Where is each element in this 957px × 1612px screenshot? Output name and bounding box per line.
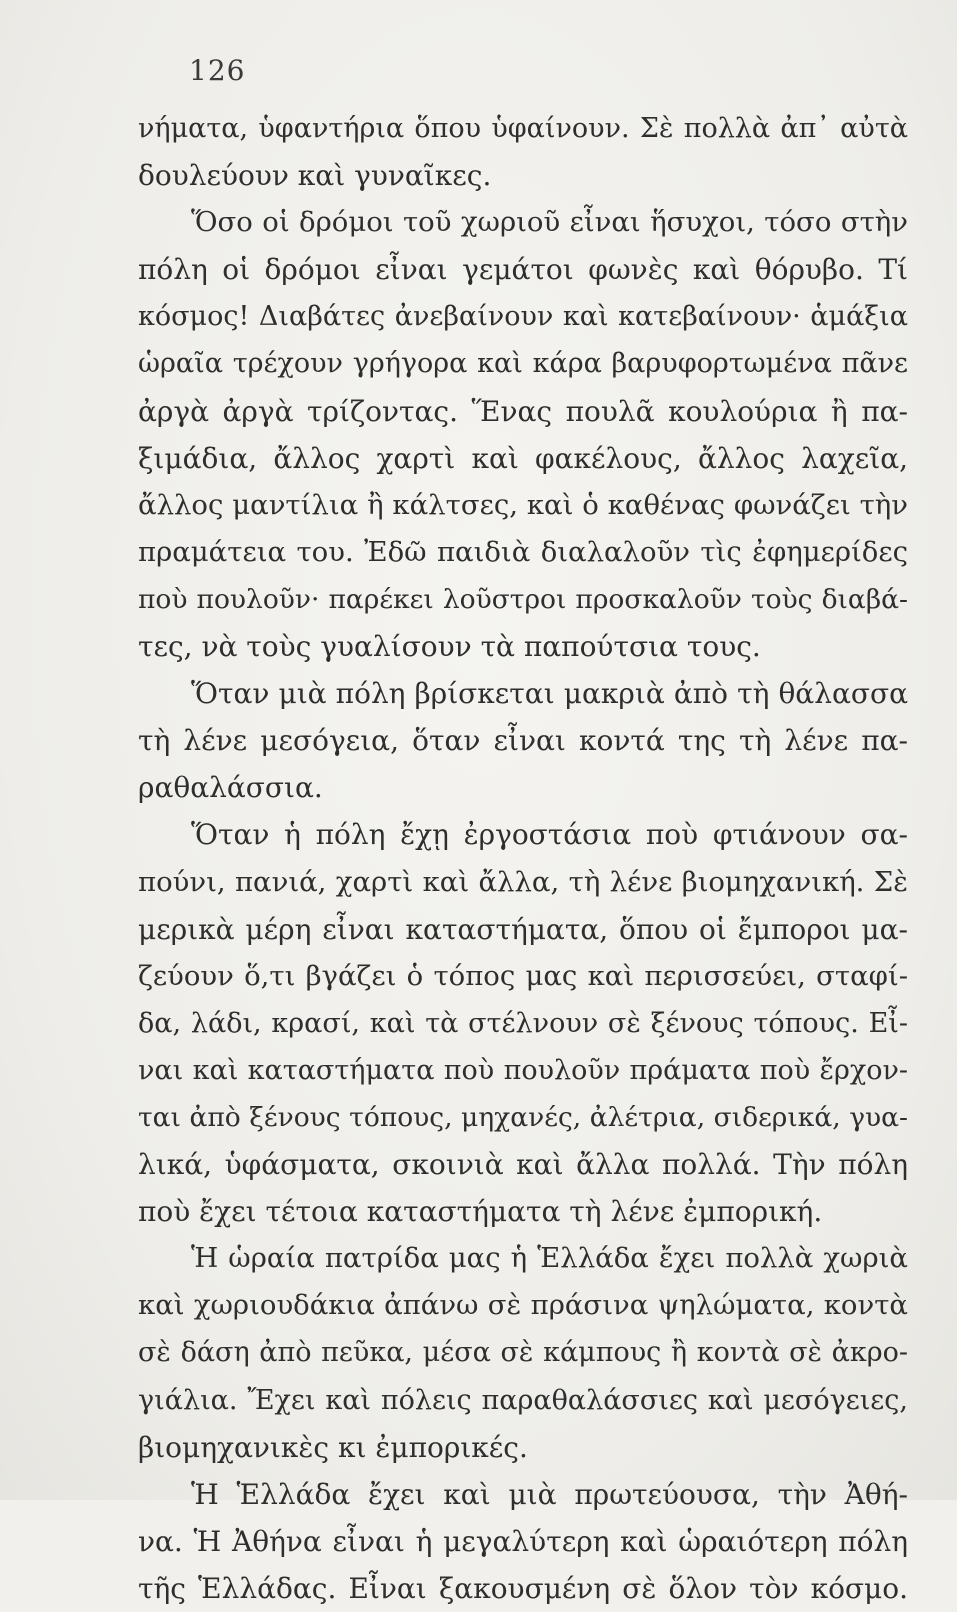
text-line: ται ἀπὸ ξένους τόπους, μηχανές, ἀλέτρια, σιδερικά, γυα- bbox=[138, 1101, 908, 1133]
text-line: Ὅταν μιὰ πόλη βρίσκεται μακριὰ ἀπὸ τὴ θάλασσα bbox=[191, 677, 908, 711]
text-line: δουλεύουν καὶ γυναῖκες. bbox=[138, 159, 492, 193]
text-line: ζεύουν ὅ,τι βγάζει ὁ τόπος μας καὶ περισσεύει, σταφί- bbox=[138, 959, 908, 992]
text-line: πούνι, πανιά, χαρτὶ καὶ ἄλλα, τὴ λένε βιομηχανική. Σὲ bbox=[138, 865, 908, 898]
text-line: ἄλλος μαντίλια ἢ κάλτσες, καὶ ὁ καθένας φωνάζει τὴν bbox=[138, 488, 908, 521]
text-line: ξιμάδια, ἄλλος χαρτὶ καὶ φακέλους, ἄλλος λαχεῖα, bbox=[138, 441, 908, 475]
text-line: βιομηχανικὲς κι ἐμπορικές. bbox=[138, 1430, 528, 1464]
text-line: δα, λάδι, κρασί, καὶ τὰ στέλνουν σὲ ξένους τόπους. Εἶ- bbox=[138, 1007, 908, 1039]
text-line: ραθαλάσσια. bbox=[138, 771, 323, 805]
text-line: κόσμος! Διαβάτες ἀνεβαίνουν καὶ κατεβαίνουν· ἁμάξια bbox=[138, 301, 908, 333]
text-line: Ὅταν ἡ πόλη ἔχῃ ἐργοστάσια ποὺ φτιάνουν σα- bbox=[191, 818, 908, 852]
text-line: πόλη οἱ δρόμοι εἶναι γεμάτοι φωνὲς καὶ θόρυβο. Τί bbox=[138, 253, 908, 287]
text-line: ὡραῖα τρέχουν γρήγορα καὶ κάρα βαρυφορτωμένα πᾶνε bbox=[138, 348, 908, 380]
text-line: Ἡ Ἑλλάδα ἔχει καὶ μιὰ πρωτεύουσα, τὴν Ἀθή- bbox=[191, 1477, 908, 1511]
text-line: να. Ἡ Ἀθήνα εἶναι ἡ μεγαλύτερη καὶ ὡραιότερη πόλη bbox=[138, 1524, 908, 1558]
text-line: τὴ λένε μεσόγεια, ὅταν εἶναι κοντά της τὴ λένε πα- bbox=[138, 724, 908, 758]
body-text bbox=[138, 105, 908, 1612]
text-line: ποὺ ἔχει τέτοια καταστήματα τὴ λένε ἐμπορική. bbox=[138, 1195, 823, 1229]
text-line: σὲ δάση ἀπὸ πεῦκα, μέσα σὲ κάμπους ἢ κοντὰ σὲ ἀκρο- bbox=[138, 1337, 908, 1369]
text-line: νήματα, ὑφαντήρια ὅπου ὑφαίνουν. Σὲ πολλὰ ἀπ᾿ αὐτὰ bbox=[138, 113, 908, 144]
text-line: ναι καὶ καταστήματα ποὺ πουλοῦν πράματα ποὺ ἔρχον- bbox=[138, 1054, 908, 1086]
text-line: Ἡ ὡραία πατρίδα μας ἡ Ἑλλάδα ἔχει πολλὰ χωριὰ bbox=[191, 1242, 908, 1275]
text-line: τῆς Ἑλλάδας. Εἶναι ξακουσμένη σὲ ὅλον τὸν κόσμο. bbox=[138, 1571, 908, 1605]
text-line: πραμάτεια του. Ἐδῶ παιδιὰ διαλαλοῦν τὶς ἐφημερίδες bbox=[138, 535, 908, 568]
text-line: καὶ χωριουδάκια ἀπάνω σὲ πράσινα ψηλώματα, κοντὰ bbox=[138, 1289, 908, 1322]
text-line: τες, νὰ τοὺς γυαλίσουν τὰ παπούτσια τους. bbox=[138, 630, 761, 664]
text-line: μερικὰ μέρη εἶναι καταστήματα, ὅπου οἱ ἔμποροι μα- bbox=[138, 912, 908, 946]
text-line: ποὺ πουλοῦν· παρέκει λοῦστροι προσκαλοῦν τοὺς διαβά- bbox=[138, 583, 908, 615]
page-number: 126 bbox=[189, 54, 246, 87]
text-line: ἀργὰ ἀργὰ τρίζοντας. Ἕνας πουλᾶ κουλούρια ἢ πα- bbox=[138, 394, 908, 428]
text-line: λικά, ὑφάσματα, σκοινιὰ καὶ ἄλλα πολλά. Τὴν πόλη bbox=[138, 1148, 908, 1182]
text-line: γιάλια. Ἔχει καὶ πόλεις παραθαλάσσιες καὶ μεσόγειες, bbox=[138, 1384, 908, 1416]
text-line: Ὅσο οἱ δρόμοι τοῦ χωριοῦ εἶναι ἥσυχοι, τόσο στὴν bbox=[191, 206, 908, 239]
